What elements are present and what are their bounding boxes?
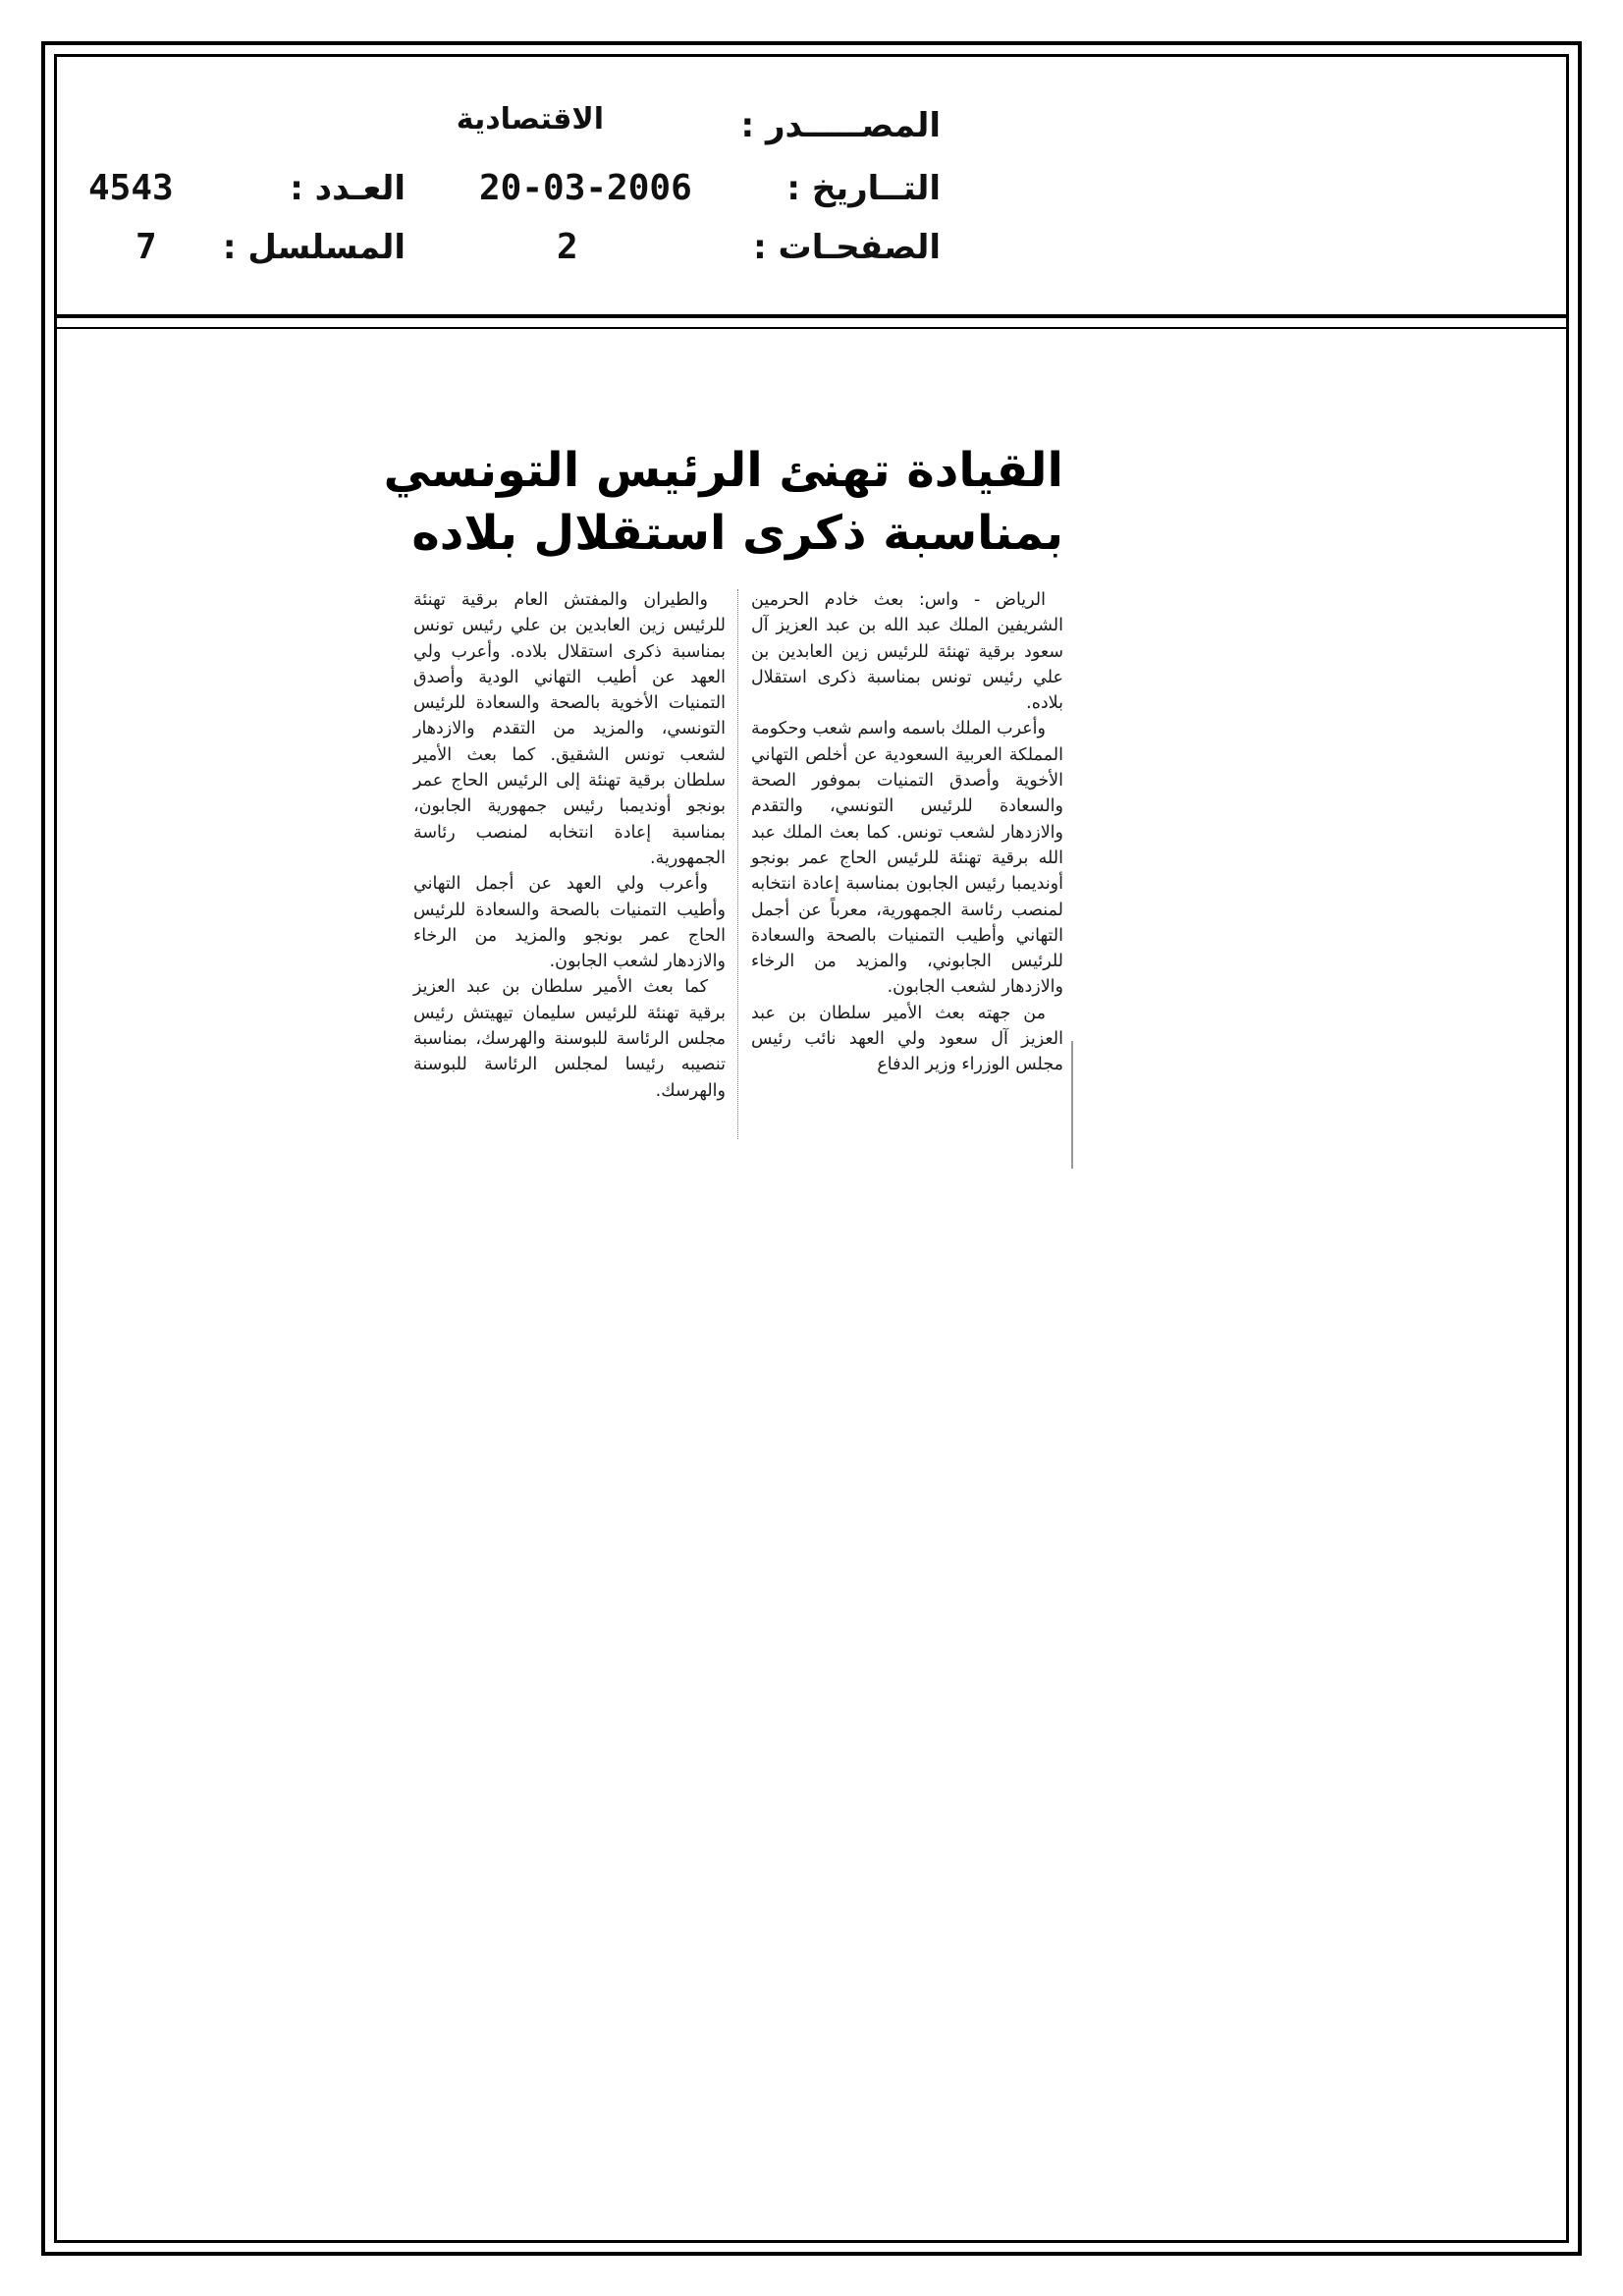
- article-column-right: [751, 587, 1063, 1078]
- header-divider-thin: [54, 327, 1569, 329]
- paragraph: والطيران والمفتش العام برقية تهنئة للرئيس زين العابدين بن علي رئيس تونس بمناسبة ذكرى استقلال بلاده. وأعرب ولي العهد عن أطيب التهاني الودية وأصدق التمنيات الأخوية بالصحة والسعادة للرئيس التونسي، والمزيد من التقدم والازدهار لشعب تونس الشقيق. كما بعث الأمير سلطان برقية تهنئة إلى الرئيس الحاج عمر بونجو أونديمبا رئيس جمهورية الجابون، بمناسبة إعادة انتخابه لمنصب رئاسة الجمهورية.: [413, 590, 726, 868]
- date-label: التــاريخ :: [786, 169, 941, 208]
- paragraph: وأعرب الملك باسمه واسم شعب وحكومة المملكة العربية السعودية عن أخلص التهاني الأخوية وأصدق التمنيات بموفور الصحة والسعادة للرئيس التونسي، والتقدم والازدهار لشعب تونس. كما بعث الملك عبد الله برقية تهنئة للرئيس الحاج عمر بونجو أونديمبا رئيس الجابون بمناسبة إعادة انتخابه لمنصب رئاسة الجمهورية، معرباً عن أجمل التهاني وأطيب التمنيات بالصحة والسعادة للرئيس الجابوني، والمزيد من الرخاء والازدهار لشعب الجابون.: [751, 719, 1063, 998]
- paragraph: كما بعث الأمير سلطان بن عبد العزيز برقية تهنئة للرئيس سليمان تيهيتش رئيس مجلس الرئاسة للبوسنة والهرسك، بمناسبة تنصيبه رئيسا لمجلس الرئاسة للبوسنة والهرسك.: [413, 977, 726, 1101]
- source-label: المصـــــدر :: [740, 106, 941, 145]
- clipping-edge: [1071, 1041, 1073, 1169]
- date-value: 20-03-2006: [479, 168, 692, 208]
- source-value: الاقتصادية: [456, 102, 604, 137]
- issue-label: العـدد :: [290, 169, 406, 208]
- paragraph: وأعرب ولي العهد عن أجمل التهاني وأطيب التمنيات بالصحة والسعادة للرئيس الحاج عمر بونجو والمزيد من الرخاء والازدهار لشعب الجابون.: [413, 874, 726, 972]
- column-divider: [737, 589, 738, 1139]
- paragraph: الرياض - واس: بعث خادم الحرمين الشريفين الملك عبد الله بن عبد العزيز آل سعود برقية تهنئة للرئيس زين العابدين بن علي رئيس تونس بمناسبة ذكرى استقلال بلاده.: [751, 590, 1063, 714]
- headline-line-1: القيادة تهنئ الرئيس التونسي: [383, 443, 1063, 498]
- header-divider: [54, 314, 1569, 318]
- serial-value: 7: [135, 227, 157, 267]
- article-column-left: [413, 587, 726, 1104]
- pages-value: 2: [557, 227, 578, 267]
- newspaper-clipping: [383, 442, 1075, 1208]
- headline-line-2: بمناسبة ذكرى استقلال بلاده: [411, 506, 1063, 561]
- paragraph: من جهته بعث الأمير سلطان بن عبد العزيز آل سعود ولي العهد نائب رئيس مجلس الوزراء وزير الدفاع: [751, 1003, 1063, 1075]
- pages-label: الصفحـات :: [753, 228, 941, 267]
- serial-label: المسلسل :: [222, 228, 406, 267]
- issue-value: 4543: [88, 168, 174, 208]
